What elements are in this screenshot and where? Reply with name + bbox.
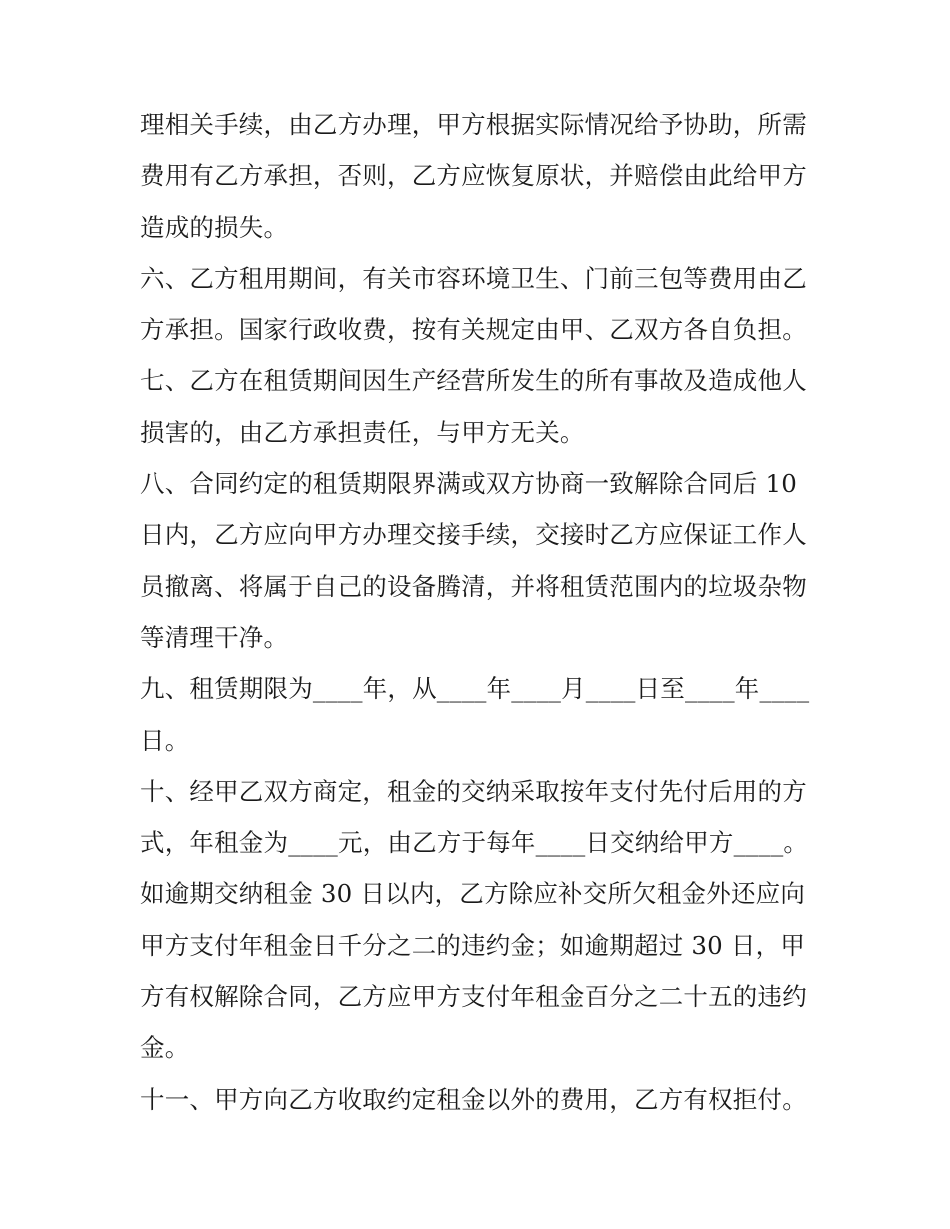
text-line: 式，年租金为____元，由乙方于每年____日交纳给甲方____。	[140, 828, 809, 858]
clause-seven-line: 七、乙方在租赁期间因生产经营所发生的所有事故及造成他人	[140, 366, 807, 396]
contract-text-body	[140, 99, 830, 1125]
clause-ten-line: 十、经甲乙双方商定，租金的交纳采取按年支付先付后用的方	[140, 776, 807, 806]
text-line: 理相关手续，由乙方办理，甲方根据实际情况给予协助，所需	[140, 110, 807, 139]
text-line: 日。	[140, 725, 190, 755]
text-line: 费用有乙方承担，否则，乙方应恢复原状，并赔偿由此给甲方	[140, 161, 807, 191]
clause-six-line: 六、乙方租用期间，有关市容环境卫生、门前三包等费用由乙	[140, 263, 807, 293]
text-line: 甲方支付年租金日千分之二的违约金；如逾期超过 30 日，甲	[140, 930, 806, 960]
text-line: 金。	[140, 1033, 190, 1063]
text-line: 日内，乙方应向甲方办理交接手续，交接时乙方应保证工作人	[140, 520, 807, 550]
text-line: 员撤离、将属于自己的设备腾清，并将租赁范围内的垃圾杂物	[140, 571, 807, 601]
text-line: 造成的损失。	[140, 212, 289, 242]
text-line: 如逾期交纳租金 30 日以内，乙方除应补交所欠租金外还应向	[140, 879, 806, 909]
clause-eleven-line: 十一、甲方向乙方收取约定租金以外的费用，乙方有权拒付。	[140, 1084, 807, 1114]
clause-eight-line: 八、合同约定的租赁期限界满或双方协商一致解除合同后 10	[140, 469, 798, 499]
clause-nine-line: 九、租赁期限为____年，从____年____月____日至____年____	[140, 674, 810, 704]
text-line: 方有权解除合同，乙方应甲方支付年租金百分之二十五的违约	[140, 982, 807, 1012]
text-line: 方承担。国家行政收费，按有关规定由甲、乙双方各自负担。	[140, 315, 807, 345]
text-line: 等清理干净。	[140, 622, 289, 652]
text-line: 损害的，由乙方承担责任，与甲方无关。	[140, 417, 585, 447]
